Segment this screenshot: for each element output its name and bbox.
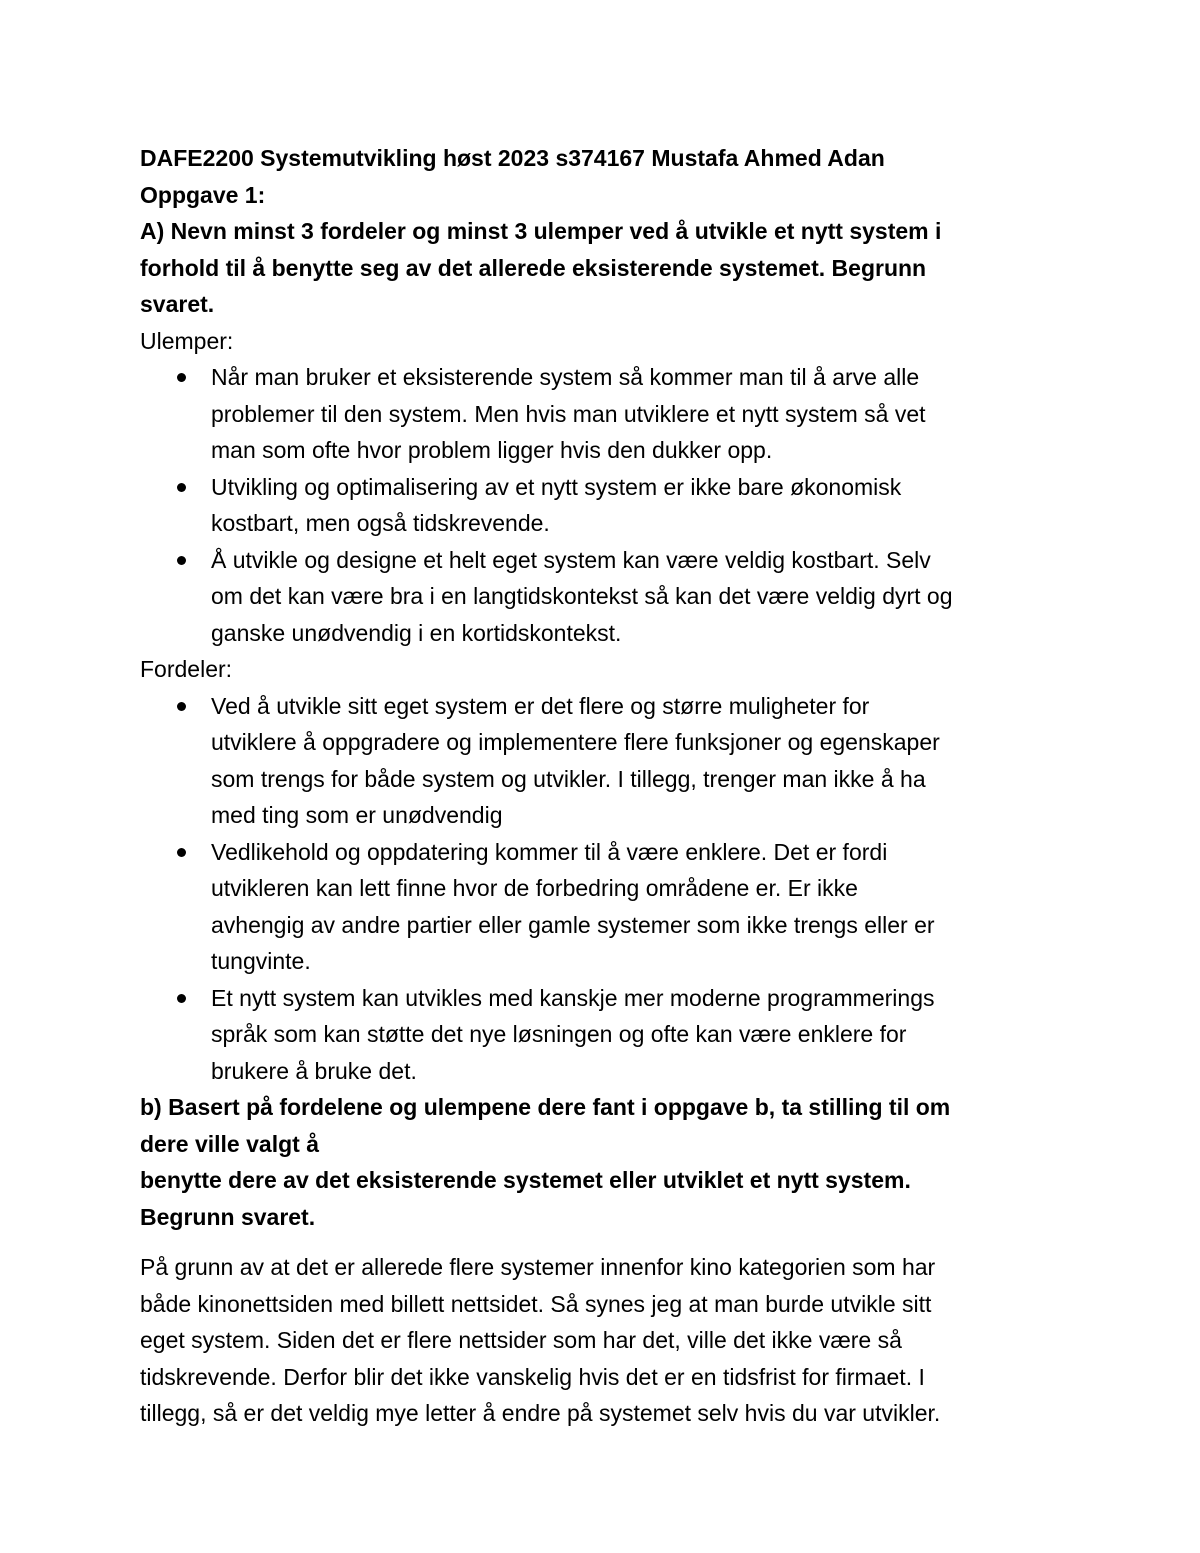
question-a-line: svaret.: [140, 291, 215, 317]
task-heading: Oppgave 1:: [140, 181, 266, 208]
question-b-line: b) Basert på fordelene og ulempene dere fant i oppgave b, ta stilling til om: [140, 1094, 951, 1120]
list-item-line: med ting som er unødvendig: [211, 802, 503, 828]
question-b-line: dere ville valgt å: [140, 1130, 319, 1157]
list-item-line: Å utvikle og designe et helt eget system kan være veldig kostbart. Selv: [211, 546, 931, 573]
list-item: [140, 359, 1040, 469]
list-item-line: Et nytt system kan utvikles med kanskje mer moderne programmerings: [211, 984, 935, 1011]
answer-b-line: eget system. Siden det er flere nettsider som har det, ville det ikke være så: [140, 1327, 902, 1353]
list-item-line: tungvinte.: [211, 948, 311, 974]
list-item: [140, 469, 1040, 542]
list-item-line: problemer til den system. Men hvis man utviklere et nytt system så vet: [211, 400, 926, 427]
answer-b-line: På grunn av at det er allerede flere systemer innenfor kino kategorien som har: [140, 1254, 936, 1280]
question-a-line: forhold til å benytte seg av det allerede eksisterende systemet. Begrunn: [140, 254, 927, 281]
fordeler-list: [140, 688, 1040, 1090]
document-page: [140, 140, 1040, 1432]
list-item: [140, 980, 1040, 1090]
list-item-line: Vedlikehold og oppdatering kommer til å være enklere. Det er fordi: [211, 838, 888, 865]
question-a-line: A) Nevn minst 3 fordeler og minst 3 ulemper ved å utvikle et nytt system i: [140, 218, 942, 244]
list-item-line: som trengs for både system og utvikler. I tillegg, trenger man ikke å ha: [211, 765, 926, 792]
bullet-icon: [177, 702, 186, 711]
list-item-line: Når man bruker et eksisterende system så kommer man til å arve alle: [211, 364, 920, 390]
answer-b-line: både kinonettsiden med billett nettsidet. Så synes jeg at man burde utvikle sitt: [140, 1290, 932, 1317]
list-item: [140, 542, 1040, 652]
bullet-icon: [177, 994, 186, 1003]
list-item-line: utvikleren kan lett finne hvor de forbedring områdene er. Er ikke: [211, 875, 858, 901]
bullet-icon: [177, 848, 186, 857]
document-title: DAFE2200 Systemutvikling høst 2023 s374167 Mustafa Ahmed Adan: [140, 145, 885, 171]
list-item-line: kostbart, men også tidskrevende.: [211, 510, 550, 536]
answer-b-line: tillegg, så er det veldig mye letter å endre på systemet selv hvis du var utvikler.: [140, 1400, 941, 1426]
question-b-line: Begrunn svaret.: [140, 1203, 316, 1230]
bullet-icon: [177, 373, 186, 382]
ulemper-list: [140, 359, 1040, 651]
question-a: [140, 213, 1040, 323]
fordeler-heading: Fordeler:: [140, 656, 233, 682]
ulemper-heading: Ulemper:: [140, 327, 234, 354]
list-item-line: Ved å utvikle sitt eget system er det flere og større muligheter for: [211, 692, 870, 719]
list-item-line: ganske unødvendig i en kortidskontekst.: [211, 619, 622, 646]
list-item-line: utviklere å oppgradere og implementere flere funksjoner og egenskaper: [211, 729, 940, 755]
bullet-icon: [177, 556, 186, 565]
question-b: [140, 1089, 1040, 1235]
list-item-line: man som ofte hvor problem ligger hvis den dukker opp.: [211, 437, 773, 463]
list-item: [140, 834, 1040, 980]
list-item-line: brukere å bruke det.: [211, 1057, 417, 1084]
list-item-line: språk som kan støtte det nye løsningen og ofte kan være enklere for: [211, 1021, 907, 1047]
bullet-icon: [177, 483, 186, 492]
answer-b-line: tidskrevende. Derfor blir det ikke vanskelig hvis det er en tidsfrist for firmaet. I: [140, 1363, 925, 1390]
question-b-line: benytte dere av det eksisterende systemet eller utviklet et nytt system.: [140, 1167, 911, 1193]
list-item-line: Utvikling og optimalisering av et nytt system er ikke bare økonomisk: [211, 473, 902, 500]
list-item-line: avhengig av andre partier eller gamle systemer som ikke trengs eller er: [211, 911, 935, 938]
list-item-line: om det kan være bra i en langtidskontekst så kan det være veldig dyrt og: [211, 583, 953, 609]
answer-b: [140, 1249, 1040, 1432]
list-item: [140, 688, 1040, 834]
